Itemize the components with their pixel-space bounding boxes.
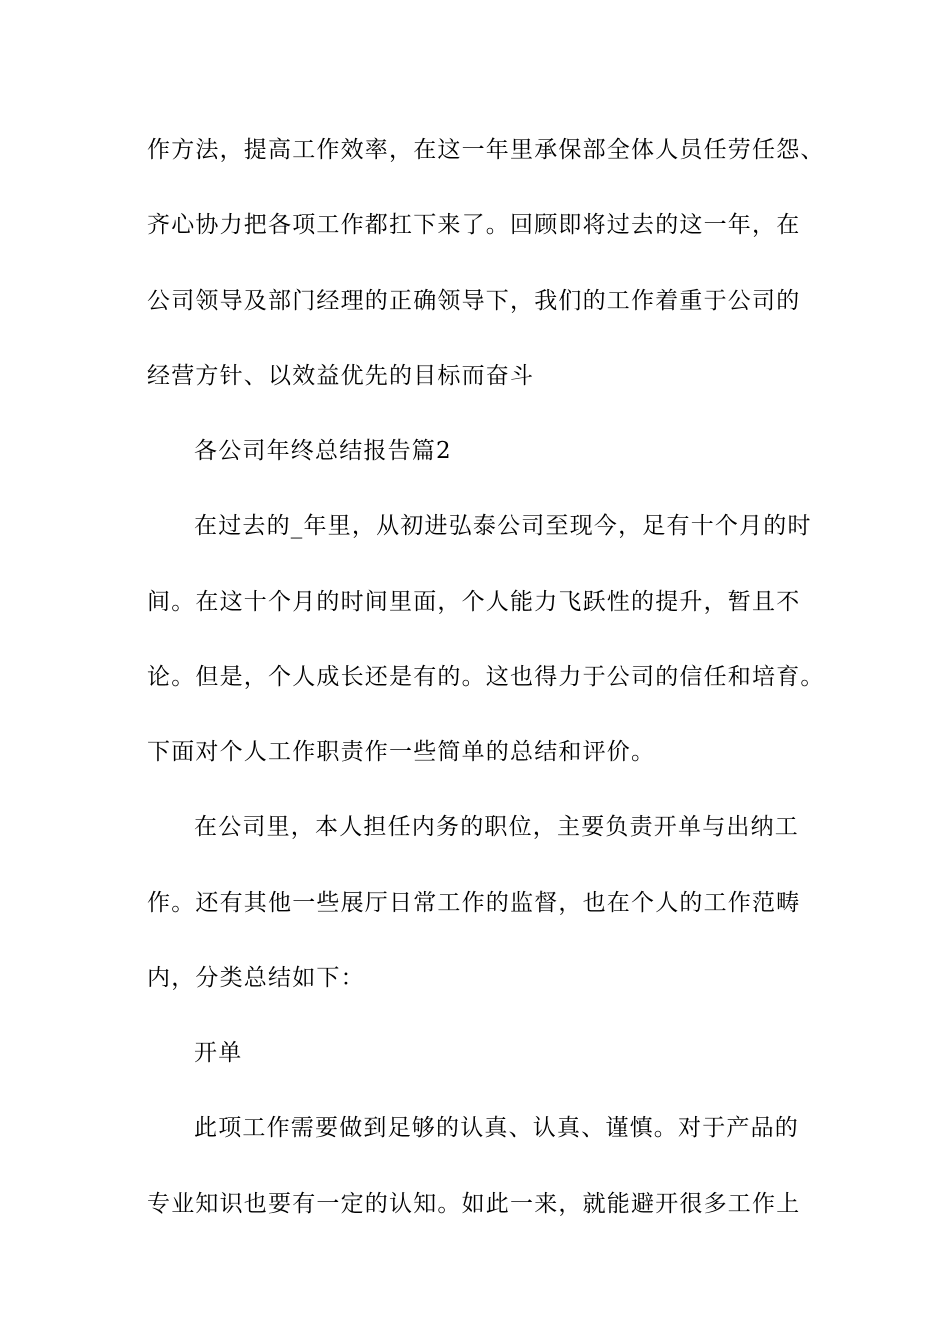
paragraph-line: 公司领导及部门经理的正确领导下，我们的工作着重于公司的: [147, 288, 801, 314]
paragraph-line: 下面对个人工作职责作一些简单的总结和评价。: [147, 739, 656, 765]
section-heading: 各公司年终总结报告篇2: [194, 438, 452, 464]
paragraph-line: 在公司里，本人担任内务的职位，主要负责开单与出纳工: [194, 814, 799, 840]
paragraph-line: 齐心协力把各项工作都扛下来了。回顾即将过去的这一年，在: [147, 212, 801, 238]
paragraph-line: 间。在这十个月的时间里面，个人能力飞跃性的提升，暂且不: [147, 589, 801, 615]
paragraph-line: 作。还有其他一些展厅日常工作的监督，也在个人的工作范畴: [147, 890, 801, 916]
paragraph-line: 专业知识也要有一定的认知。如此一来，就能避开很多工作上: [147, 1191, 801, 1217]
paragraph-line: 内，分类总结如下：: [147, 965, 365, 991]
paragraph-line: 经营方针、以效益优先的目标而奋斗: [147, 363, 535, 389]
paragraph-line: 在过去的_年里，从初进弘泰公司至现今，足有十个月的时: [194, 513, 812, 539]
paragraph-line: 作方法，提高工作效率，在这一年里承保部全体人员任劳任怨、: [147, 137, 825, 163]
sub-heading: 开单: [194, 1040, 243, 1066]
paragraph-line: 论。但是，个人成长还是有的。这也得力于公司的信任和培育。: [147, 664, 825, 690]
paragraph-line: 此项工作需要做到足够的认真、认真、谨慎。对于产品的: [194, 1115, 799, 1141]
